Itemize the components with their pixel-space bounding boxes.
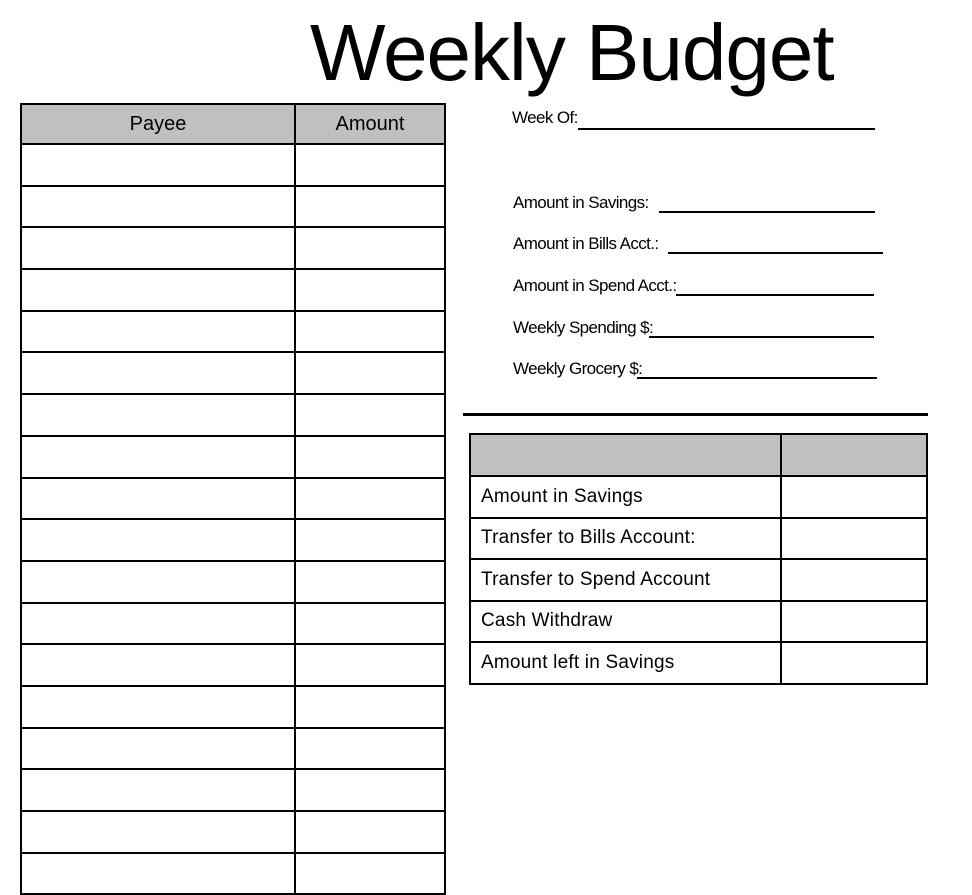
payee-cell[interactable] bbox=[21, 311, 295, 353]
summary-table-row bbox=[470, 642, 927, 684]
payee-cell[interactable] bbox=[21, 227, 295, 269]
amount-column-header: Amount bbox=[295, 104, 445, 144]
summary-row-label: Amount left in Savings bbox=[470, 642, 781, 684]
amount-in-savings-label: Amount in Savings: bbox=[513, 193, 649, 212]
amount-cell[interactable] bbox=[295, 186, 445, 228]
payee-cell[interactable] bbox=[21, 769, 295, 811]
weekly-spending-label: Weekly Spending $: bbox=[513, 318, 654, 337]
payee-table-row bbox=[21, 311, 445, 353]
payee-cell[interactable] bbox=[21, 644, 295, 686]
payee-cell[interactable] bbox=[21, 352, 295, 394]
amount-cell[interactable] bbox=[295, 603, 445, 645]
summary-table-row bbox=[470, 559, 927, 601]
summary-row-label: Transfer to Spend Account bbox=[470, 559, 781, 601]
amount-cell[interactable] bbox=[295, 311, 445, 353]
amount-in-bills-label: Amount in Bills Acct.: bbox=[513, 234, 659, 253]
summary-amount-cell[interactable] bbox=[781, 476, 927, 518]
payee-table-row bbox=[21, 769, 445, 811]
payee-cell[interactable] bbox=[21, 561, 295, 603]
amount-in-spend-input-line[interactable] bbox=[676, 294, 874, 296]
payee-cell[interactable] bbox=[21, 811, 295, 853]
summary-table-row bbox=[470, 601, 927, 643]
summary-table-header bbox=[470, 434, 927, 476]
amount-cell[interactable] bbox=[295, 519, 445, 561]
payee-table-row bbox=[21, 394, 445, 436]
page-title: Weekly Budget bbox=[310, 8, 834, 97]
amount-cell[interactable] bbox=[295, 478, 445, 520]
payee-table-row bbox=[21, 186, 445, 228]
payee-table-row bbox=[21, 811, 445, 853]
amount-cell[interactable] bbox=[295, 227, 445, 269]
amount-cell[interactable] bbox=[295, 728, 445, 770]
amount-cell[interactable] bbox=[295, 853, 445, 895]
summary-row-label: Cash Withdraw bbox=[470, 601, 781, 643]
payee-table-row bbox=[21, 561, 445, 603]
payee-table-header bbox=[21, 104, 445, 144]
summary-table-row bbox=[470, 518, 927, 560]
payee-cell[interactable] bbox=[21, 269, 295, 311]
payee-cell[interactable] bbox=[21, 186, 295, 228]
payee-table-row bbox=[21, 644, 445, 686]
summary-amount-cell[interactable] bbox=[781, 559, 927, 601]
amount-cell[interactable] bbox=[295, 436, 445, 478]
weekly-spending-input-line[interactable] bbox=[649, 336, 874, 338]
payee-cell[interactable] bbox=[21, 853, 295, 895]
payee-table-row bbox=[21, 603, 445, 645]
amount-in-spend-label: Amount in Spend Acct.: bbox=[513, 276, 677, 295]
payee-table bbox=[20, 103, 446, 895]
summary-row-label: Transfer to Bills Account: bbox=[470, 518, 781, 560]
payee-cell[interactable] bbox=[21, 603, 295, 645]
week-of-input-line[interactable] bbox=[578, 128, 875, 130]
amount-cell[interactable] bbox=[295, 769, 445, 811]
amount-in-savings-input-line[interactable] bbox=[659, 211, 875, 213]
payee-table-row bbox=[21, 478, 445, 520]
summary-amount-cell[interactable] bbox=[781, 601, 927, 643]
payee-table-row bbox=[21, 227, 445, 269]
payee-cell[interactable] bbox=[21, 144, 295, 186]
payee-table-row bbox=[21, 269, 445, 311]
summary-row-label: Amount in Savings bbox=[470, 476, 781, 518]
amount-cell[interactable] bbox=[295, 269, 445, 311]
payee-table-row bbox=[21, 853, 445, 895]
payee-cell[interactable] bbox=[21, 686, 295, 728]
payee-cell[interactable] bbox=[21, 478, 295, 520]
payee-column-header: Payee bbox=[21, 104, 295, 144]
savings-summary-table bbox=[469, 433, 928, 685]
summary-label-header bbox=[470, 434, 781, 476]
payee-table-row bbox=[21, 352, 445, 394]
payee-table-row bbox=[21, 686, 445, 728]
payee-table-row bbox=[21, 519, 445, 561]
amount-cell[interactable] bbox=[295, 644, 445, 686]
payee-cell[interactable] bbox=[21, 519, 295, 561]
week-of-label: Week Of: bbox=[512, 108, 578, 127]
payee-table-row bbox=[21, 144, 445, 186]
section-divider bbox=[463, 413, 928, 416]
amount-in-bills-input-line[interactable] bbox=[668, 252, 883, 254]
payee-cell[interactable] bbox=[21, 394, 295, 436]
summary-amount-cell[interactable] bbox=[781, 642, 927, 684]
amount-cell[interactable] bbox=[295, 686, 445, 728]
amount-cell[interactable] bbox=[295, 394, 445, 436]
payee-cell[interactable] bbox=[21, 436, 295, 478]
summary-amount-cell[interactable] bbox=[781, 518, 927, 560]
payee-table-row bbox=[21, 436, 445, 478]
weekly-grocery-label: Weekly Grocery $: bbox=[513, 359, 643, 378]
summary-amount-header bbox=[781, 434, 927, 476]
weekly-grocery-input-line[interactable] bbox=[637, 377, 877, 379]
payee-cell[interactable] bbox=[21, 728, 295, 770]
amount-cell[interactable] bbox=[295, 144, 445, 186]
amount-cell[interactable] bbox=[295, 811, 445, 853]
summary-table-row bbox=[470, 476, 927, 518]
amount-cell[interactable] bbox=[295, 561, 445, 603]
amount-cell[interactable] bbox=[295, 352, 445, 394]
payee-table-row bbox=[21, 728, 445, 770]
